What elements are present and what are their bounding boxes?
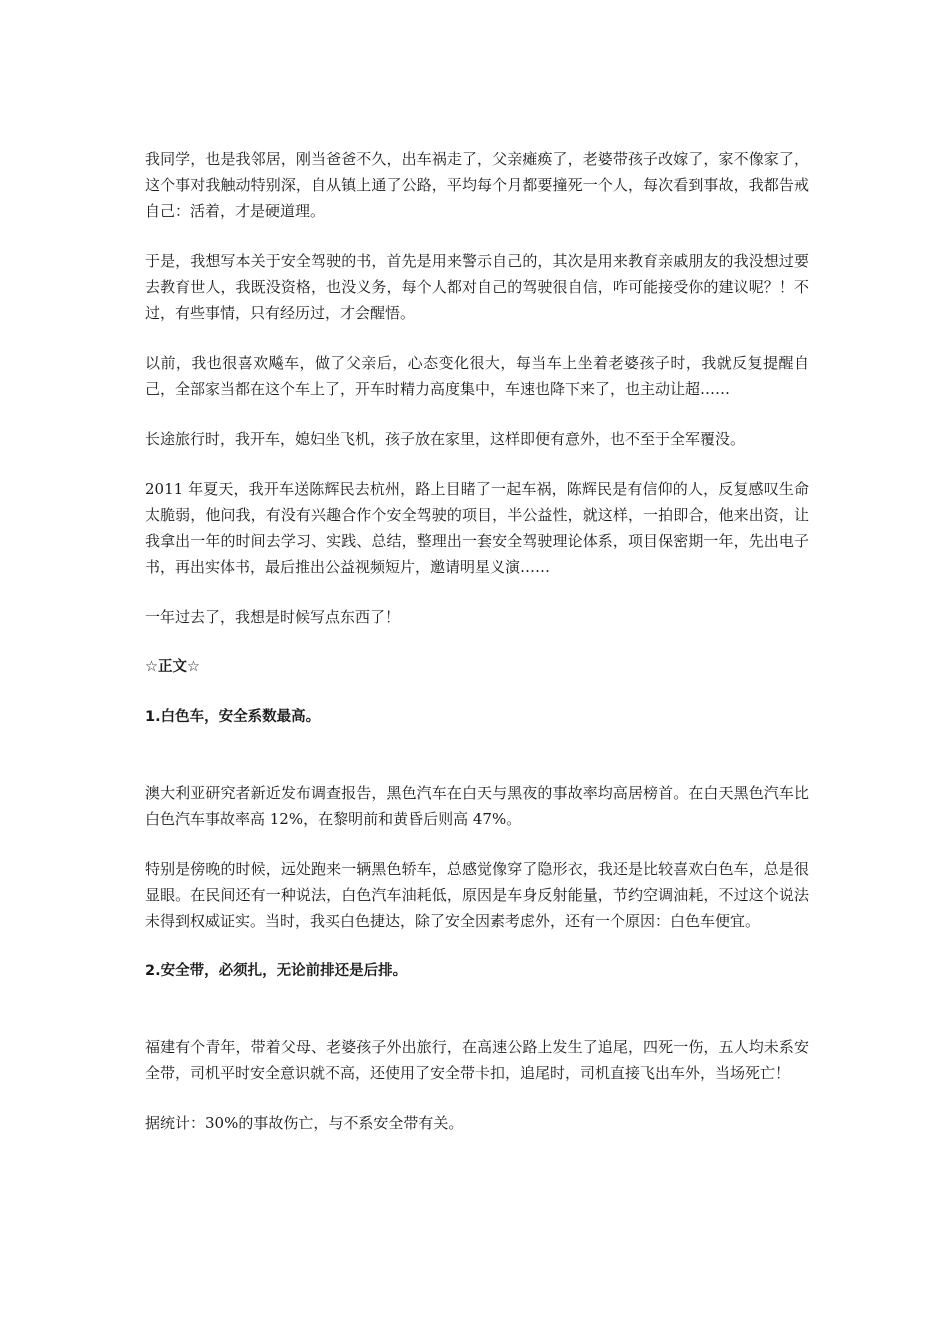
paragraph-intro-3: 以前，我也很喜欢飚车，做了父亲后，心态变化很大，每当车上坐着老婆孩子时，我就反复提醒自己，全部家当都在这个车上了，开车时精力高度集中，车速也降下来了，也主动让超……: [145, 354, 809, 398]
paragraph-intro-5: 2011 年夏天，我开车送陈辉民去杭州，路上目睹了一起车祸，陈辉民是有信仰的人，反复感叹生命太脆弱，他问我，有没有兴趣合作个安全驾驶的项目，半公益性，就这样，一拍即合，他来出资，让我拿出一年的时间去学习、实践、总结，整理出一套安全驾驶理论体系，项目保密期一年，先出电子书，再出实体书，最后推出公益视频短片，邀请明星义演……: [145, 480, 809, 576]
section-2-heading: 2.安全带，必须扎，无论前排还是后排。: [145, 963, 408, 979]
main-heading: ☆正文☆: [145, 659, 200, 675]
paragraph-intro-1: 我同学，也是我邻居，刚当爸爸不久，出车祸走了，父亲瘫痪了，老婆带孩子改嫁了，家不像家了，这个事对我触动特别深，自从镇上通了公路，平均每个月都要撞死一个人，每次看到事故，我都告戒自己：活着，才是硬道理。: [145, 150, 809, 220]
document-body: [145, 146, 809, 1160]
paragraph-intro-2: 于是，我想写本关于安全驾驶的书，首先是用来警示自己的，其次是用来教育亲戚朋友的我没想过要去教育世人，我既没资格，也没义务，每个人都对自己的驾驶很自信，咋可能接受你的建议呢？！不过，有些事情，只有经历过，才会醒悟。: [145, 252, 809, 322]
section-1-paragraph-2: 特别是傍晚的时候，远处跑来一辆黑色轿车，总感觉像穿了隐形衣，我还是比较喜欢白色车，总是很显眼。在民间还有一种说法，白色汽车油耗低，原因是车身反射能量，节约空调油耗，不过这个说法未得到权威证实。当时，我买白色捷达，除了安全因素考虑外，还有一个原因：白色车便宜。: [145, 860, 809, 930]
section-2-paragraph-1: 福建有个青年，带着父母、老婆孩子外出旅行，在高速公路上发生了追尾，四死一伤，五人均未系安全带，司机平时安全意识就不高，还使用了安全带卡扣，追尾时，司机直接飞出车外，当场死亡！: [145, 1038, 809, 1082]
paragraph-intro-4: 长途旅行时，我开车，媳妇坐飞机，孩子放在家里，这样即便有意外，也不至于全军覆没。: [145, 430, 746, 448]
section-1-heading: 1.白色车，安全系数最高。: [145, 709, 321, 725]
paragraph-intro-6: 一年过去了，我想是时候写点东西了！: [145, 608, 401, 626]
section-2-paragraph-2: 据统计：30%的事故伤亡，与不系安全带有关。: [145, 1114, 464, 1132]
section-1-paragraph-1: 澳大利亚研究者新近发布调查报告，黑色汽车在白天与黑夜的事故率均高居榜首。在白天黑色汽车比白色汽车事故率高 12%，在黎明前和黄昏后则高 47%。: [145, 784, 809, 828]
